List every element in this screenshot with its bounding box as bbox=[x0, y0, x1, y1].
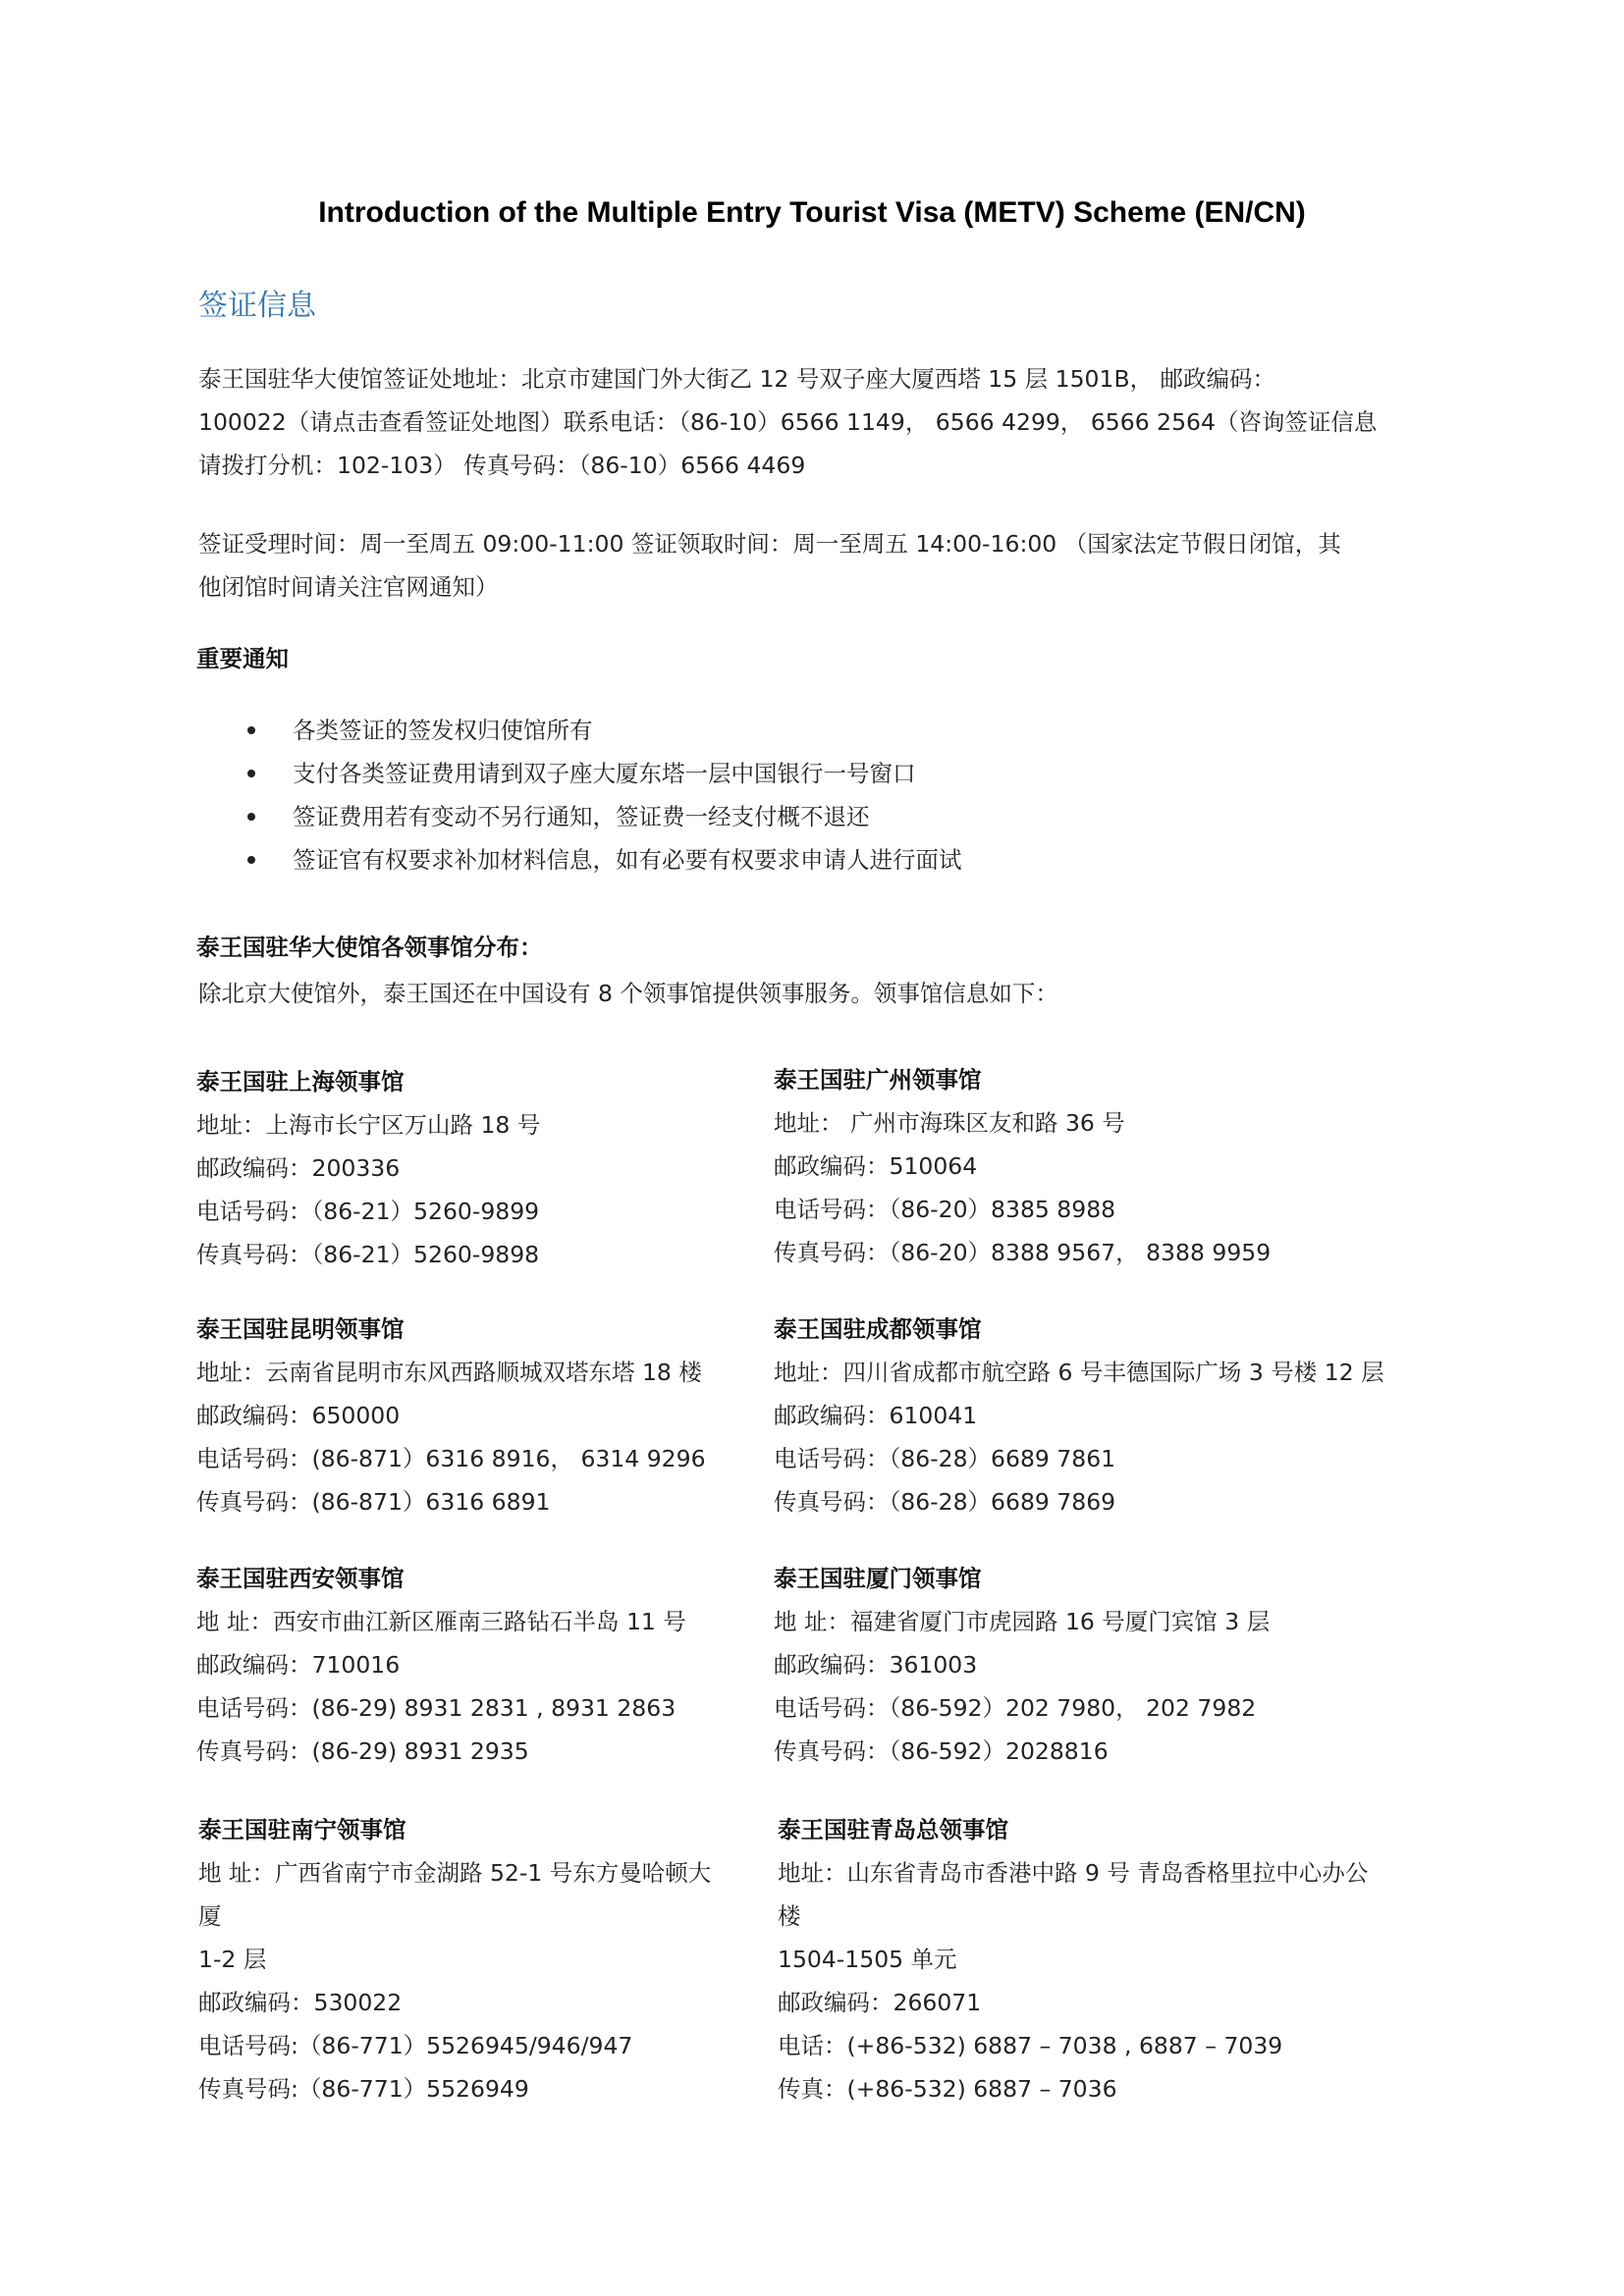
consulate-detail: 邮政编码：610041 bbox=[774, 1402, 978, 1429]
consulate-detail: 邮政编码：361003 bbox=[774, 1651, 978, 1679]
consulate-detail: 传真号码：（86-20）8388 9567， 8388 9959 bbox=[774, 1239, 1272, 1266]
notice-text: 签证费用若有变动不另行通知，签证费一经支付概不退还 bbox=[293, 803, 870, 830]
consulate-detail: 电话号码：（86-21）5260-9899 bbox=[196, 1198, 540, 1225]
consulate-name: 泰王国驻南宁领事馆 bbox=[198, 1816, 406, 1843]
office-hours-line: 签证受理时间：周一至周五 09:00-11:00 签证领取时间：周一至周五 14:00-16:00 （国家法定节假日闭馆，其 bbox=[198, 530, 1341, 558]
consulate-detail: 邮政编码：650000 bbox=[196, 1402, 401, 1429]
consulate-detail: 电话号码：（86-28）6689 7861 bbox=[774, 1445, 1116, 1472]
consulate-detail: 楼 bbox=[778, 1902, 801, 1930]
consulate-detail: 传真号码：（86-28）6689 7869 bbox=[774, 1488, 1116, 1516]
consulate-detail: 传真号码：(86-29) 8931 2935 bbox=[196, 1737, 529, 1765]
notice-list bbox=[236, 709, 962, 881]
consulate-name: 泰王国驻上海领事馆 bbox=[196, 1068, 405, 1095]
consulate-detail: 厦 bbox=[198, 1902, 222, 1930]
consulate-detail: 电话号码：（86-592）202 7980， 202 7982 bbox=[774, 1694, 1257, 1722]
consulate-xiamen bbox=[774, 1557, 1270, 1773]
consulate-detail: 地 址：福建省厦门市虎园路 16 号厦门宾馆 3 层 bbox=[774, 1608, 1271, 1635]
consulate-detail: 电话号码：(86-29) 8931 2831 , 8931 2863 bbox=[196, 1694, 677, 1722]
consulate-detail: 邮政编码：200336 bbox=[196, 1154, 401, 1182]
consulate-detail: 邮政编码：530022 bbox=[198, 1989, 403, 2016]
consulate-xian bbox=[196, 1557, 686, 1773]
consulate-detail: 传真号码:（86-771）5526949 bbox=[198, 2075, 529, 2103]
office-hours-paragraph bbox=[198, 522, 1445, 609]
consulate-detail: 邮政编码：510064 bbox=[774, 1152, 978, 1180]
consulate-name: 泰王国驻成都领事馆 bbox=[774, 1315, 982, 1343]
consulate-detail: 邮政编码：710016 bbox=[196, 1651, 401, 1679]
consulate-detail: 地址：四川省成都市航空路 6 号丰德国际广场 3 号楼 12 层 bbox=[774, 1359, 1384, 1386]
bullet-icon bbox=[247, 726, 255, 734]
consulate-name: 泰王国驻厦门领事馆 bbox=[774, 1565, 982, 1592]
consulate-detail: 地址： 广州市海珠区友和路 36 号 bbox=[774, 1109, 1125, 1137]
embassy-info-line: 请拨打分机：102-103） 传真号码：（86-10）6566 4469 bbox=[198, 452, 806, 479]
notice-item bbox=[236, 838, 962, 881]
consulate-detail: 1504-1505 单元 bbox=[778, 1946, 957, 1973]
consulate-name: 泰王国驻青岛总领事馆 bbox=[778, 1816, 1008, 1843]
consulates-heading: 泰王国驻华大使馆各领事馆分布： bbox=[196, 934, 543, 961]
embassy-info-line: 100022（请点击查看签证处地图）联系电话：（86-10）6566 1149， 6566 4299， 6566 2564（咨询签证信息 bbox=[198, 408, 1378, 436]
notice-item bbox=[236, 795, 962, 838]
consulate-name: 泰王国驻昆明领事馆 bbox=[196, 1315, 405, 1343]
notice-item bbox=[236, 709, 962, 752]
notice-text: 签证官有权要求补加材料信息，如有必要有权要求申请人进行面试 bbox=[293, 846, 962, 874]
consulate-chengdu bbox=[774, 1308, 1384, 1523]
consulate-detail: 电话号码：(86-871）6316 8916， 6314 9296 bbox=[196, 1445, 706, 1472]
consulate-detail: 电话号码：（86-20）8385 8988 bbox=[774, 1196, 1116, 1223]
consulates-intro bbox=[198, 972, 1445, 1015]
section-heading-visa-info: 签证信息 bbox=[198, 289, 316, 323]
notice-heading: 重要通知 bbox=[196, 645, 289, 672]
consulate-shanghai bbox=[196, 1060, 540, 1276]
consulate-detail: 地 址：广西省南宁市金湖路 52-1 号东方曼哈顿大 bbox=[198, 1859, 712, 1887]
consulate-guangzhou bbox=[774, 1058, 1271, 1274]
bullet-icon bbox=[247, 813, 255, 821]
consulate-detail: 传真号码：（86-21）5260-9898 bbox=[196, 1241, 540, 1268]
consulate-detail: 地址：山东省青岛市香港中路 9 号 青岛香格里拉中心办公 bbox=[778, 1859, 1369, 1887]
consulate-detail: 传真号码：(86-871）6316 6891 bbox=[196, 1488, 551, 1516]
embassy-info-paragraph bbox=[198, 357, 1445, 487]
office-hours-line: 他闭馆时间请关注官网通知） bbox=[198, 573, 499, 601]
document-title: Introduction of the Multiple Entry Tourist Visa (METV) Scheme (EN/CN) bbox=[318, 196, 1306, 229]
consulate-detail: 邮政编码：266071 bbox=[778, 1989, 982, 2016]
consulate-detail: 传真号码：（86-592）2028816 bbox=[774, 1737, 1109, 1765]
consulates-intro-text: 除北京大使馆外，泰王国还在中国设有 8 个领事馆提供领事服务。领事馆信息如下： bbox=[198, 980, 1058, 1007]
consulate-detail: 地 址：西安市曲江新区雁南三路钻石半岛 11 号 bbox=[196, 1608, 686, 1635]
consulate-detail: 电话号码:（86-771）5526945/946/947 bbox=[198, 2032, 633, 2059]
consulate-name: 泰王国驻西安领事馆 bbox=[196, 1565, 405, 1592]
notice-text: 各类签证的签发权归使馆所有 bbox=[293, 717, 593, 744]
consulate-name: 泰王国驻广州领事馆 bbox=[774, 1066, 982, 1094]
consulate-nanning bbox=[198, 1808, 711, 2110]
bullet-icon bbox=[247, 856, 255, 864]
embassy-info-line: 泰王国驻华大使馆签证处地址：北京市建国门外大街乙 12 号双子座大厦西塔 15 层 1501B， 邮政编码： bbox=[198, 365, 1276, 393]
consulate-detail: 地址：上海市长宁区万山路 18 号 bbox=[196, 1111, 541, 1139]
consulate-kunming bbox=[196, 1308, 706, 1523]
consulate-detail: 传真：(+86-532) 6887 – 7036 bbox=[778, 2075, 1117, 2103]
notice-item bbox=[236, 752, 962, 795]
consulate-detail: 电话：(+86-532) 6887 – 7038 , 6887 – 7039 bbox=[778, 2032, 1283, 2059]
consulate-detail: 地址：云南省昆明市东风西路顺城双塔东塔 18 楼 bbox=[196, 1359, 702, 1386]
bullet-icon bbox=[247, 770, 255, 777]
notice-text: 支付各类签证费用请到双子座大厦东塔一层中国银行一号窗口 bbox=[293, 760, 916, 787]
consulate-detail: 1-2 层 bbox=[198, 1946, 267, 1973]
consulate-qingdao bbox=[778, 1808, 1368, 2110]
